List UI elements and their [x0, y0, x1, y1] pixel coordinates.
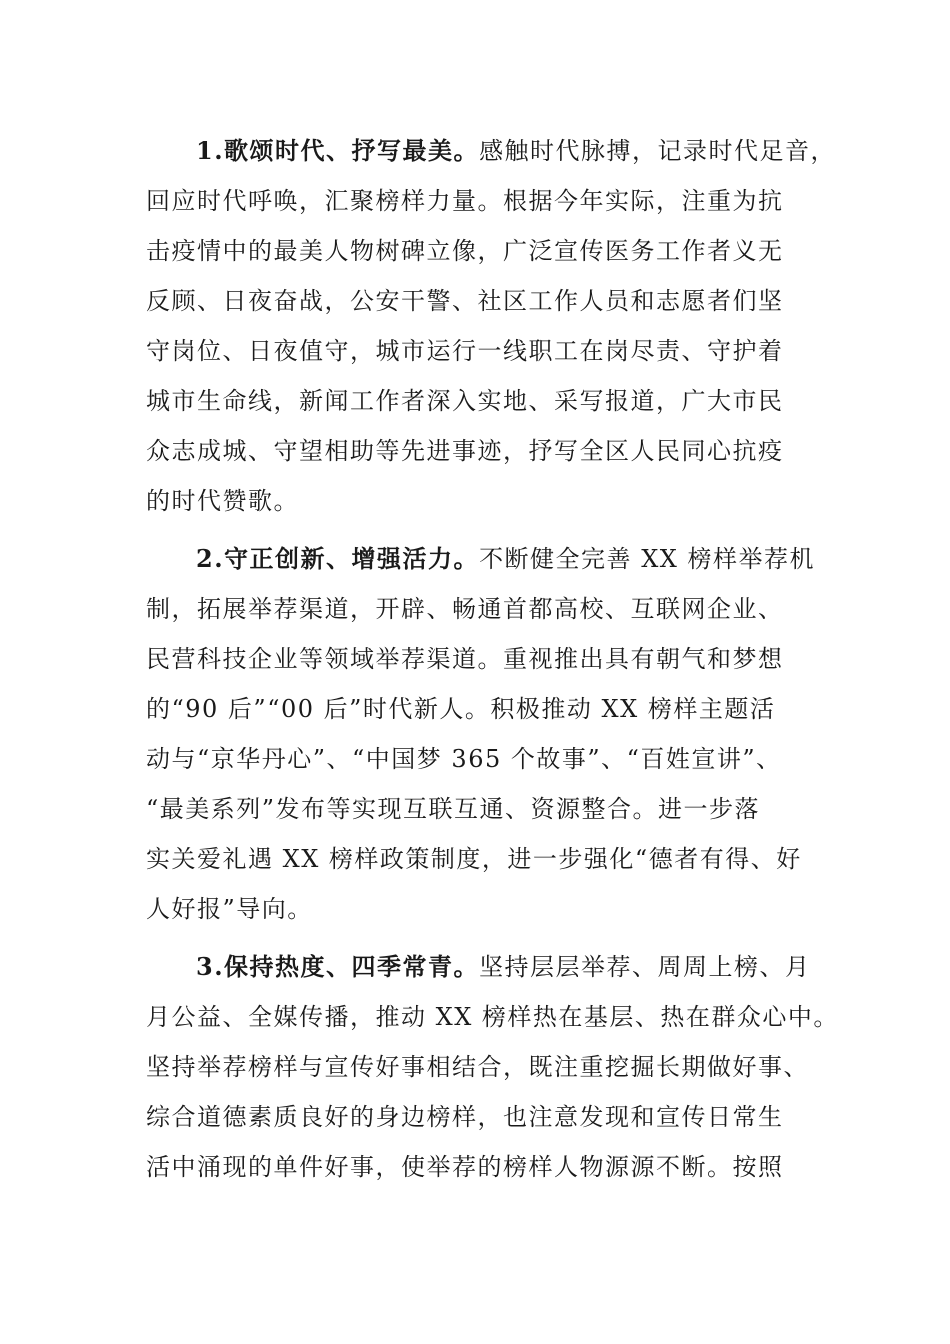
- paragraph-1: [146, 126, 846, 526]
- paragraph-line: [146, 534, 846, 584]
- paragraph-line: 城市生命线，新闻工作者深入实地、采写报道，广大市民: [146, 387, 784, 415]
- paragraph-line: 回应时代呼唤，汇聚榜样力量。根据今年实际，注重为抗: [146, 187, 784, 215]
- document-body: [146, 126, 846, 1200]
- paragraph-line: 制，拓展举荐渠道，开辟、畅通首都高校、互联网企业、: [146, 595, 784, 623]
- paragraph-line: “最美系列”发布等实现互联互通、资源整合。进一步落: [146, 795, 761, 823]
- paragraph-2: [146, 534, 846, 934]
- paragraph-line: 综合道德素质良好的身边榜样，也注意发现和宣传日常生: [146, 1103, 784, 1131]
- paragraph-text: 不断健全完善 XX 榜样举荐机: [479, 545, 815, 573]
- paragraph-text: 感触时代脉搏，记录时代足音，: [479, 137, 837, 165]
- paragraph-line: 实关爱礼遇 XX 榜样政策制度，进一步强化“德者有得、好: [146, 845, 802, 873]
- paragraph-line: 的“90 后”“00 后”时代新人。积极推动 XX 榜样主题活: [146, 695, 776, 723]
- paragraph-line: 月公益、全媒传播，推动 XX 榜样热在基层、热在群众心中。: [146, 1003, 839, 1031]
- paragraph-line: 坚持举荐榜样与宣传好事相结合，既注重挖掘长期做好事、: [146, 1053, 809, 1081]
- paragraph-line: 击疫情中的最美人物树碑立像，广泛宣传医务工作者义无: [146, 237, 784, 265]
- paragraph-3: [146, 942, 846, 1192]
- paragraph-heading: 1.歌颂时代、抒写最美。: [196, 136, 480, 165]
- paragraph-line: 活中涌现的单件好事，使举荐的榜样人物源源不断。按照: [146, 1153, 784, 1181]
- paragraph-line: 守岗位、日夜值守，城市运行一线职工在岗尽责、守护着: [146, 337, 784, 365]
- paragraph-line: 反顾、日夜奋战，公安干警、社区工作人员和志愿者们坚: [146, 287, 784, 315]
- paragraph-heading: 3.保持热度、四季常青。: [196, 952, 480, 981]
- paragraph-line: 的时代赞歌。: [146, 487, 299, 515]
- paragraph-text: 坚持层层举荐、周周上榜、月: [479, 953, 811, 981]
- paragraph-line: 民营科技企业等领域举荐渠道。重视推出具有朝气和梦想: [146, 645, 784, 673]
- paragraph-line: 动与“京华丹心”、“中国梦 365 个故事”、“百姓宣讲”、: [146, 745, 782, 773]
- paragraph-line: 众志成城、守望相助等先进事迹，抒写全区人民同心抗疫: [146, 437, 784, 465]
- paragraph-heading: 2.守正创新、增强活力。: [196, 544, 480, 573]
- paragraph-line: [146, 126, 846, 176]
- paragraph-line: 人好报”导向。: [146, 895, 313, 923]
- paragraph-line: [146, 942, 846, 992]
